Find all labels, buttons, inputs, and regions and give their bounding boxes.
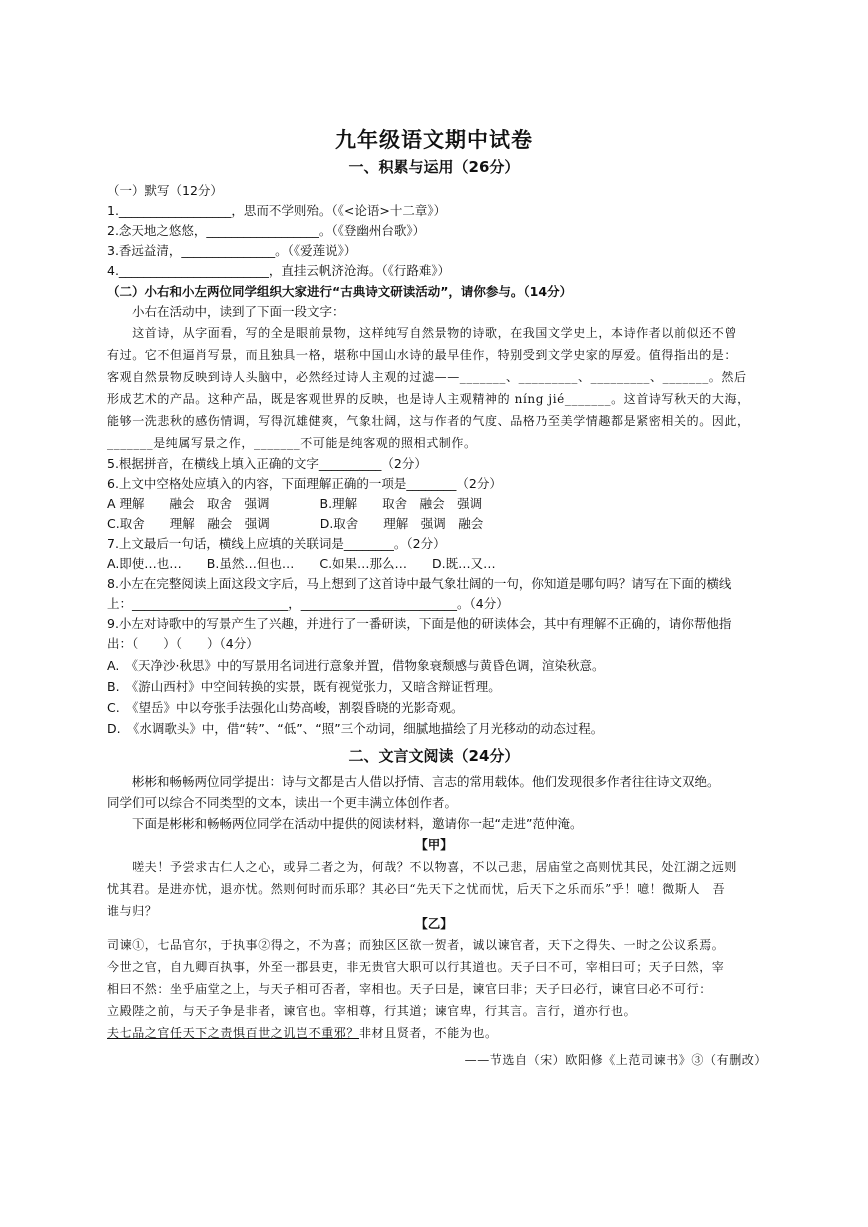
- section2-line: 下面是彬彬和畅畅两位同学在活动中提供的阅读材料，邀请你一起“走进”范仲淹。: [107, 816, 583, 831]
- section2-heading: 二、文言文阅读（24分）: [348, 747, 520, 765]
- section1-line: 这首诗，从字面看，写的全是眼前景物，这样纯写自然景物的诗歌，在我国文学史上，本诗作者以前似还不曾: [107, 326, 738, 340]
- section2-line: 今世之官，自九卿百执事，外至一郡县吏，非无贵官大职可以行其道也。天子曰不可，宰相曰可；天子曰然，宰: [107, 960, 725, 974]
- section1-line: 6.上文中空格处应填入的内容，下面理解正确的一项是________（2分）: [107, 476, 502, 491]
- section2-line: 忧其君。是进亦忧，退亦忧。然则何时而乐耶？其必曰“先天下之忧而忧，后天下之乐而乐”乎！噫！微斯人 吾: [107, 882, 726, 896]
- section1-line: D. 《水调歌头》中，借“转”、“低”、“照”三个动词，细腻地描绘了月光移动的动态过程。: [107, 721, 604, 736]
- section1-line: 9.小左对诗歌中的写景产生了兴趣，并进行了一番研读，下面是他的研读体会，其中有理解不正确的，请你帮他指: [107, 616, 732, 631]
- section1-line: 4.________________________，直挂云帆济沧海。（《行路难》）: [107, 263, 451, 278]
- section1-line: （二）小右和小左两位同学组织大家进行“古典诗文研读活动”，请你参与。（14分）: [107, 284, 573, 299]
- section2-line: 【甲】: [415, 837, 453, 852]
- section1-line: 2.念天地之悠悠，__________________。（《登幽州台歌》）: [107, 223, 426, 238]
- section1-line: A.即使…也… B.虽然…但也… C.如果…那么… D.既…又…: [107, 556, 496, 571]
- section1-line: 3.香远益清，_______________。（《爱莲说》）: [107, 243, 357, 258]
- section1-heading: 一、积累与运用（26分）: [348, 158, 520, 176]
- section1-line: B. 《游山西村》中空间转换的实景，既有视觉张力，又暗含辩证哲理。: [107, 679, 501, 694]
- section2-line: 相曰不然：坐乎庙堂之上，与天子相可否者，宰相也。天子曰是，谏官曰非；天子曰必行，谏官曰必不可行：: [107, 982, 712, 996]
- section2-line: 【乙】: [415, 916, 453, 931]
- section1-line: 上：_________________________，_________________________。（4分）: [107, 596, 509, 611]
- section1-line: _______是纯属写景之作，_______不可能是纯客观的照相式制作。: [107, 436, 477, 450]
- section2-line: 夫七品之官任天下之责惧百世之讥岂不重邪？非材且贤者，不能为也。: [107, 1026, 498, 1040]
- section1-line: 出：（ ）（ ）（4分）: [107, 636, 259, 651]
- section1-line: C.取舍 理解 融会 强调 D.取舍 理解 强调 融会: [107, 516, 484, 531]
- section1-line: A 理解 融会 取舍 强调 B.理解 取舍 融会 强调: [107, 496, 483, 511]
- section1-line: 1.__________________，思而不学则殆。（《<论语>十二章》）: [107, 203, 447, 218]
- section2-line: 谁与归？: [107, 904, 158, 918]
- section2-line: 立殿陛之前，与天子争是非者，谏官也。宰相尊，行其道；谏官卑，行其言。言行，道亦行也。: [107, 1004, 637, 1018]
- section1-line: 7.上文最后一句话，横线上应填的关联词是________。（2分）: [107, 536, 446, 551]
- page-title: 九年级语文期中试卷: [335, 128, 533, 152]
- section1-line: 8.小左在完整阅读上面这段文字后，马上想到了这首诗中最气象壮阔的一句，你知道是哪句吗？请写在下面的横线: [107, 576, 732, 591]
- section1-line: 客观自然景物反映到诗人头脑中，必然经过诗人主观的过滤——_______、_________、_________、_______。然后: [107, 370, 747, 384]
- section2-line: 嗟夫！予尝求古仁人之心，或异二者之为，何哉？不以物喜，不以己悲，居庙堂之高则忧其民，处江湖之远则: [107, 860, 738, 874]
- section1-line: （一）默写（12分）: [107, 183, 223, 198]
- section1-line: 形成艺术的产品。这种产品，既是客观世界的反映，也是诗人主观精神的 níng jié_______。这首诗写秋天的大海，: [107, 392, 750, 406]
- section1-line: C. 《望岳》中以夸张手法强化山势高峻，割裂昏晓的光影奇观。: [107, 700, 464, 715]
- section2-line: 彬彬和畅畅两位同学提出：诗与文都是古人借以抒情、言志的常用载体。他们发现很多作者往往诗文双绝。: [107, 774, 720, 789]
- section1-line: 有过。它不但逼肖写景，而且独具一格，堪称中国山水诗的最早佳作，特别受到文学史家的厚爱。值得指出的是：: [107, 348, 738, 362]
- section1-line: A. 《天净沙·秋思》中的写景用名词进行意象并置，借物象衰颓感与黄昏色调，渲染秋意。: [107, 658, 605, 673]
- section1-line: 5.根据拼音，在横线上填入正确的文字__________（2分）: [107, 456, 427, 471]
- section1-line: 小右在活动中，读到了下面一段文字：: [107, 304, 345, 319]
- section2-line: 同学们可以综合不同类型的文本，读出一个更丰满立体创作者。: [107, 795, 458, 810]
- section2-line: 司谏①，七品官尔，于执事②得之，不为喜；而独区区欲一贺者，诚以谏官者，天下之得失、一时之公议系焉。: [107, 938, 725, 952]
- section1-line: 能够一洗悲秋的感伤情调，写得沉雄健爽，气象壮阔，这与作者的气度、品格乃至美学情趣都是紧密相关的。因此，: [107, 414, 750, 428]
- section2-line: ——节选自（宋）欧阳修《上范司谏书》③（有删改）: [464, 1053, 767, 1067]
